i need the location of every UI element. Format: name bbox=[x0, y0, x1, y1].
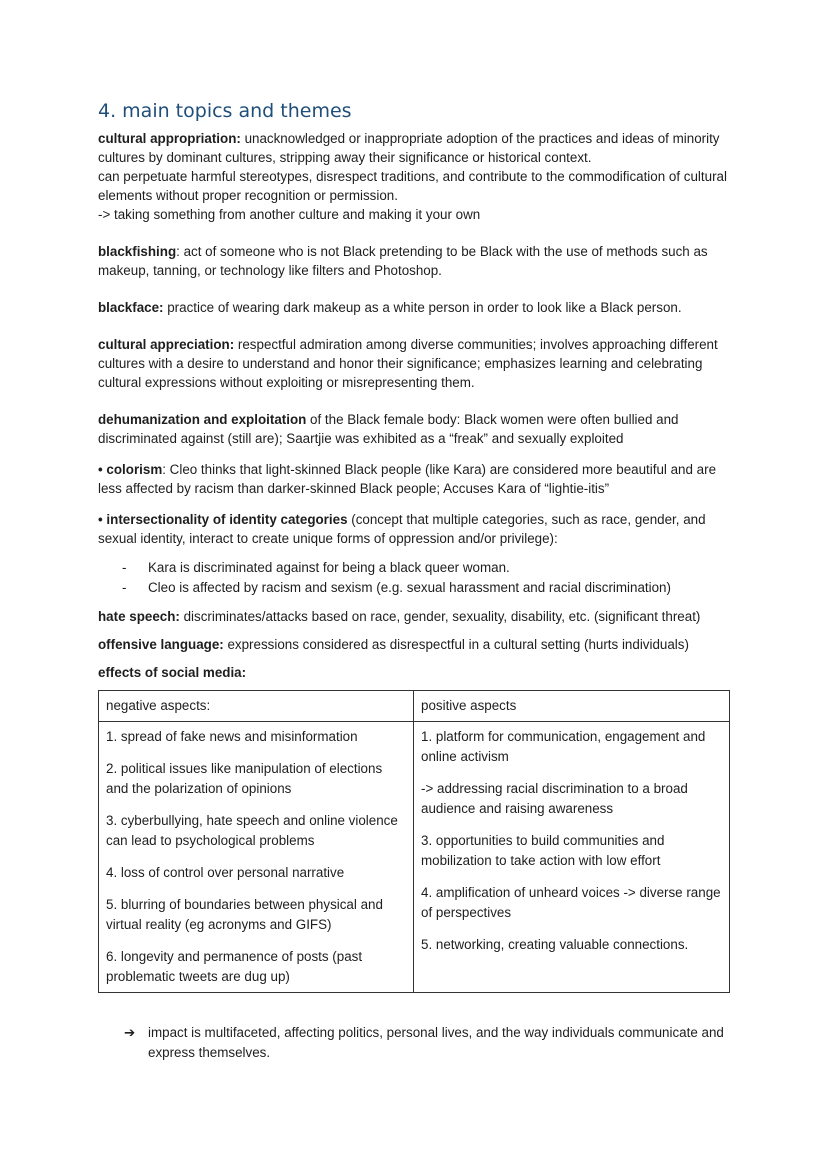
arrow-right-icon: ➔ bbox=[124, 1025, 136, 1040]
cultural-appreciation-term: cultural appreciation: bbox=[98, 337, 235, 352]
social-media-heading: effects of social media: bbox=[98, 665, 247, 680]
cultural-appropriation-summary: -> taking something from another culture and making it your own bbox=[98, 207, 481, 222]
intersectionality-bullet: • bbox=[98, 512, 107, 527]
cultural-appropriation-block bbox=[98, 129, 734, 224]
blackfishing-definition: : act of someone who is not Black pretending to be Black with the use of methods such as makeup, tanning, or technology like filters and Photoshop. bbox=[98, 244, 708, 278]
table-row bbox=[99, 722, 730, 993]
intersectionality-paragraph bbox=[98, 510, 734, 548]
positive-item: 4. amplification of unheard voices -> diverse range of perspectives bbox=[421, 885, 721, 920]
positive-item: 5. networking, creating valuable connections. bbox=[421, 937, 689, 952]
negative-item: 3. cyberbullying, hate speech and online violence can lead to psychological problems bbox=[106, 813, 398, 848]
offensive-language-term: offensive language: bbox=[98, 637, 224, 652]
hate-speech-term: hate speech: bbox=[98, 609, 180, 624]
colorism-definition: : Cleo thinks that light-skinned Black people (like Kara) are considered more beautiful and are less affected by racism than darker-skinned Black people; Accuses Kara of “lightie-itis” bbox=[98, 462, 717, 496]
negative-item: 6. longevity and permanence of posts (past problematic tweets are dug up) bbox=[106, 949, 363, 984]
blackface-paragraph bbox=[98, 298, 734, 317]
negative-item: 1. spread of fake news and misinformation bbox=[106, 729, 358, 744]
cultural-appropriation-term: cultural appropriation: bbox=[98, 131, 241, 146]
negative-item: 2. political issues like manipulation of elections and the polarization of opinions bbox=[106, 761, 383, 796]
positive-item: 3. opportunities to build communities and mobilization to take action with low effort bbox=[421, 833, 665, 868]
table-header-row bbox=[99, 691, 730, 722]
negative-aspects-header: negative aspects: bbox=[99, 691, 414, 722]
cultural-appropriation-consequences: can perpetuate harmful stereotypes, disrespect traditions, and contribute to the commodification of cultural elements without proper recognition or permission. bbox=[98, 169, 727, 203]
blackface-definition: practice of wearing dark makeup as a white person in order to look like a Black person. bbox=[163, 300, 682, 315]
hate-speech-paragraph bbox=[98, 607, 734, 626]
list-item: - Kara is discriminated against for being a black queer woman. bbox=[98, 558, 734, 578]
list-item: - Cleo is affected by racism and sexism (e.g. sexual harassment and racial discrimination) bbox=[98, 578, 734, 598]
blackface-term: blackface: bbox=[98, 300, 164, 315]
dehumanization-definition: of the Black female body: Black women were often bullied and discriminated against (still are); Saartjie was exhibited as a “freak” and sexually exploited bbox=[98, 412, 679, 446]
positive-item: 1. platform for communication, engagement and online activism bbox=[421, 729, 706, 764]
intersectionality-term: intersectionality of identity categories bbox=[106, 512, 348, 527]
colorism-paragraph bbox=[98, 460, 734, 498]
colorism-term: colorism bbox=[106, 462, 163, 477]
offensive-language-paragraph bbox=[98, 635, 734, 654]
positive-aspects-header: positive aspects bbox=[414, 691, 730, 722]
dehumanization-term: dehumanization and exploitation bbox=[98, 412, 307, 427]
blackfishing-term: blackfishing bbox=[98, 244, 177, 259]
intersectionality-examples bbox=[98, 558, 734, 598]
negative-aspects-cell bbox=[99, 722, 414, 993]
social-media-effects-table bbox=[98, 690, 730, 993]
intersectionality-definition: (concept that multiple categories, such as race, gender, and sexual identity, interact to create unique forms of oppression and/or privilege): bbox=[98, 512, 706, 546]
cultural-appropriation-definition: unacknowledged or inappropriate adoption of the practices and ideas of minority cultures by dominant cultures, stripping away their significance or historical context. bbox=[98, 131, 720, 165]
negative-item: 4. loss of control over personal narrative bbox=[106, 865, 345, 880]
conclusion-text: impact is multifaceted, affecting politics, personal lives, and the way individuals communicate and express themselves. bbox=[148, 1025, 724, 1060]
offensive-language-definition: expressions considered as disrespectful in a cultural setting (hurts individuals) bbox=[223, 637, 689, 652]
positive-item: -> addressing racial discrimination to a broad audience and raising awareness bbox=[421, 781, 688, 816]
dash-marker: - bbox=[122, 560, 127, 575]
conclusion-paragraph bbox=[98, 1023, 734, 1063]
document-content bbox=[98, 99, 734, 1063]
colorism-bullet: • bbox=[98, 462, 107, 477]
negative-item: 5. blurring of boundaries between physical and virtual reality (eg acronyms and GIFS) bbox=[106, 897, 383, 932]
blackfishing-paragraph bbox=[98, 242, 734, 280]
dehumanization-paragraph bbox=[98, 410, 734, 448]
cultural-appreciation-paragraph bbox=[98, 335, 734, 392]
dash-marker: - bbox=[122, 580, 127, 595]
hate-speech-definition: discriminates/attacks based on race, gender, sexuality, disability, etc. (significant threat) bbox=[179, 609, 701, 624]
cultural-appreciation-definition: respectful admiration among diverse communities; involves approaching different cultures with a desire to understand and honor their significance; emphasizes learning and celebrating cultural expressions without exploiting or misrepresenting them. bbox=[98, 337, 718, 390]
positive-aspects-cell bbox=[414, 722, 730, 993]
section-heading: 4. main topics and themes bbox=[98, 100, 352, 122]
